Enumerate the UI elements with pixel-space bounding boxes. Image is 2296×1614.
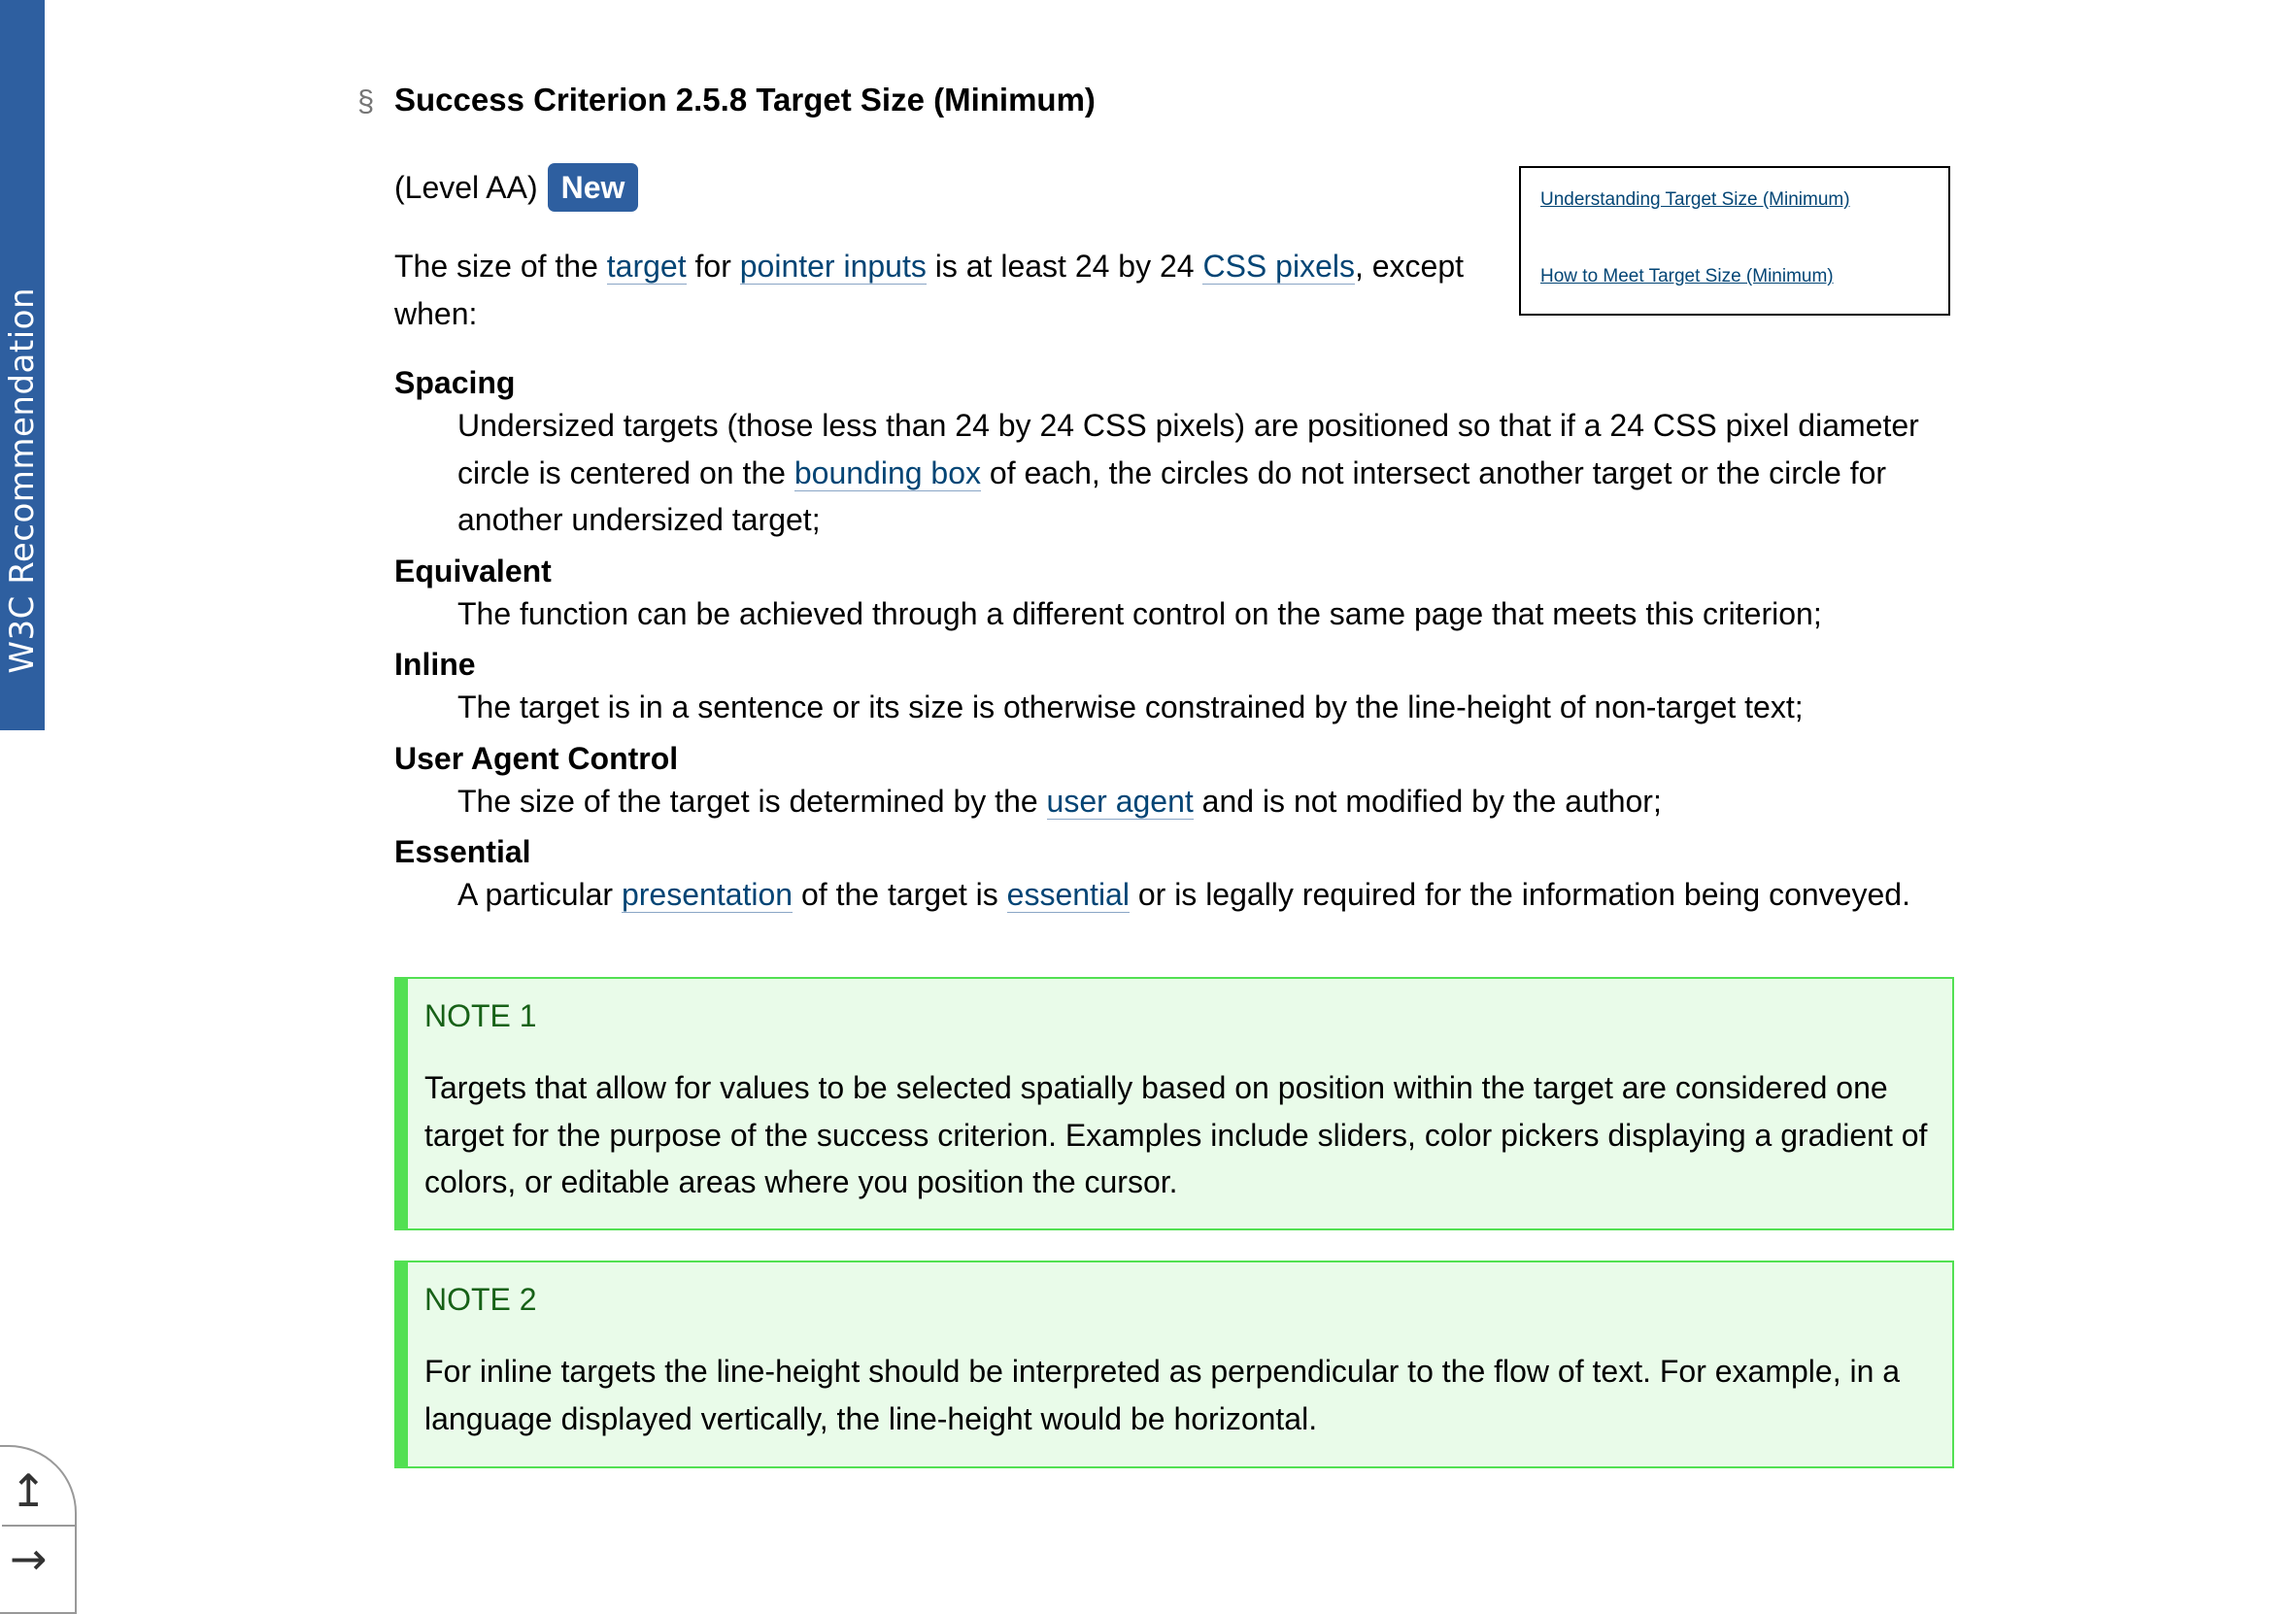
related-links-box <box>1519 166 1950 316</box>
level-label: (Level AA) <box>394 169 538 205</box>
equivalent-description: The function can be achieved through a different control on the same page that meets this criterion; <box>457 595 1822 631</box>
how-to-meet-link[interactable]: How to Meet Target Size (Minimum) <box>1540 266 1834 286</box>
essential-link[interactable]: essential <box>1006 877 1130 912</box>
user-agent-control-description <box>457 778 1954 825</box>
intro-text-2: for <box>686 249 740 284</box>
presentation-link[interactable]: presentation <box>621 877 793 912</box>
target-link[interactable]: target <box>606 249 687 284</box>
pointer-inputs-link[interactable]: pointer inputs <box>739 249 927 284</box>
uac-text-1: The size of the target is determined by the <box>457 783 1047 819</box>
intro-text-1: The size of the <box>394 249 607 284</box>
user-agent-control-term: User Agent Control <box>394 740 679 776</box>
essential-term: Essential <box>394 834 531 869</box>
essential-text-1: A particular <box>457 877 622 912</box>
intro-text-3: is at least 24 by 24 <box>926 249 1203 284</box>
essential-text-3: or is legally required for the information being conveyed. <box>1129 877 1910 912</box>
w3c-status-ribbon[interactable] <box>0 0 45 730</box>
essential-description <box>457 871 1954 919</box>
spacing-text-2: of each, the circles do not intersect another target or the circle for another undersized target; <box>457 454 1887 537</box>
note-2-body: For inline targets the line-height should be interpreted as perpendicular to the flow of text. For example, in a language displayed vertically, the line-height would be horizontal. <box>424 1354 1901 1436</box>
note-2-title: NOTE 2 <box>424 1282 537 1317</box>
page-nav-widget <box>0 1445 77 1614</box>
conformance-level <box>394 163 638 212</box>
note-1-title: NOTE 1 <box>424 998 537 1033</box>
user-agent-link[interactable]: user agent <box>1046 783 1194 819</box>
spacing-term: Spacing <box>394 365 516 400</box>
criterion-title: Success Criterion 2.5.8 Target Size (Minimum) <box>394 82 1096 118</box>
new-badge: New <box>548 163 639 212</box>
spacing-description <box>457 402 1954 544</box>
understanding-link[interactable]: Understanding Target Size (Minimum) <box>1540 189 1850 210</box>
spacing-text-1: Undersized targets (those less than 24 by 24 CSS pixels) are positioned so that if a 24 CSS pixel diameter circle is centered on the <box>457 408 1919 490</box>
note-1 <box>394 977 1954 1230</box>
intro-text-4: , except when: <box>394 249 1465 331</box>
nav-divider <box>2 1525 75 1527</box>
right-arrow-icon[interactable]: → <box>10 1532 48 1585</box>
essential-text-2: of the target is <box>793 877 1007 912</box>
note-1-body: Targets that allow for values to be selected spatially based on position within the target are considered one target for the purpose of the success criterion. Examples include sliders, color pickers displaying a gradient of colors, or editable areas where you position the cursor. <box>424 1070 1928 1199</box>
section-anchor-link[interactable]: § <box>357 84 375 118</box>
criterion-intro <box>394 243 1482 338</box>
uac-text-2: and is not modified by the author; <box>1193 783 1662 819</box>
css-pixels-link[interactable]: CSS pixels <box>1202 249 1355 284</box>
inline-description: The target is in a sentence or its size is otherwise constrained by the line-height of non-target text; <box>457 689 1804 724</box>
note-2 <box>394 1261 1954 1468</box>
ribbon-label: W3C Recommendation <box>3 287 42 674</box>
bounding-box-link[interactable]: bounding box <box>793 454 982 490</box>
equivalent-term: Equivalent <box>394 553 552 588</box>
up-arrow-icon[interactable]: ↥ <box>10 1464 48 1517</box>
criterion-heading <box>357 82 1096 118</box>
inline-term: Inline <box>394 647 476 682</box>
exceptions-list <box>394 361 1954 925</box>
